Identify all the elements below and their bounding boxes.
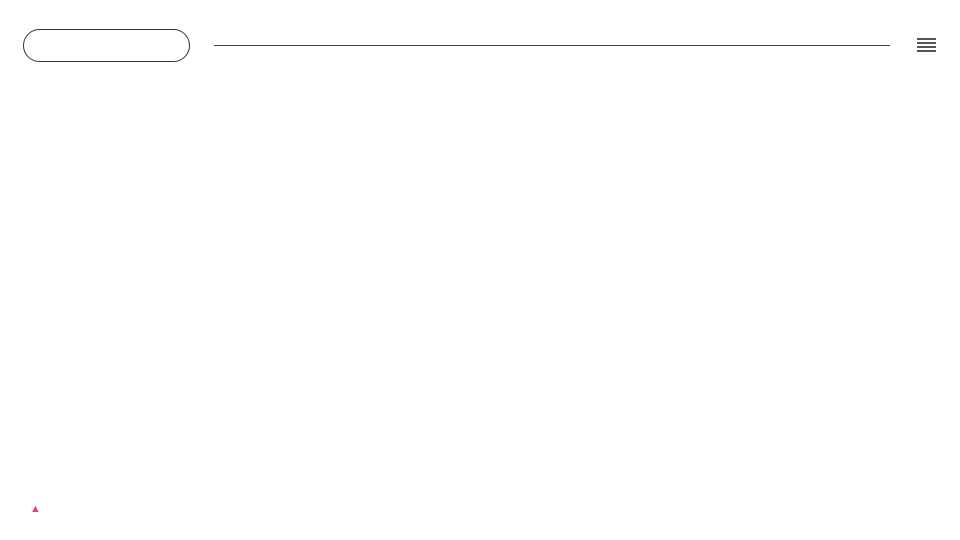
section-pill[interactable] — [23, 29, 190, 62]
footer-logo — [30, 503, 44, 515]
semji-logo-icon: ▲ — [30, 503, 41, 515]
bar-chart — [505, 185, 885, 400]
header-divider — [214, 45, 890, 46]
menu-icon[interactable] — [917, 38, 936, 54]
